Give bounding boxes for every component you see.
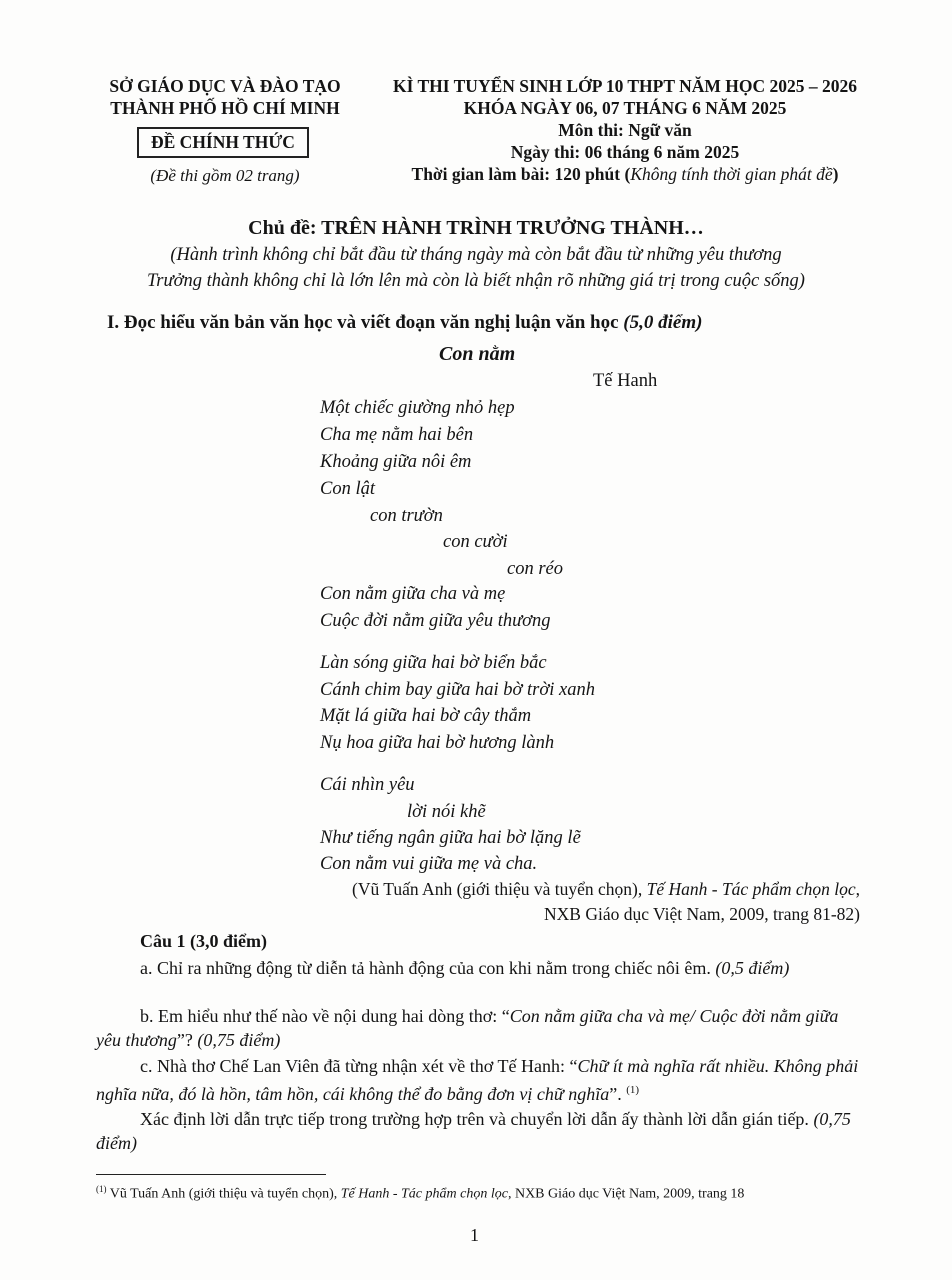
footnote-divider [96,1174,326,1175]
poem-line: Khoảng giữa nôi êm [320,452,472,472]
department-line-1: SỞ GIÁO DỤC VÀ ĐÀO TẠO [109,76,341,96]
poem-line: Con nằm vui giữa mẹ và cha. [320,854,538,874]
page-number: 1 [470,1225,479,1245]
poem-author: Tế Hanh [593,371,658,391]
poem-line: Con nằm giữa cha và mẹ [320,584,506,604]
exam-date: Ngày thi: 06 tháng 6 năm 2025 [510,142,740,162]
poem-line: lời nói khẽ [407,802,486,822]
poem-source-line-2: NXB Giáo dục Việt Nam, 2009, trang 81-82) [544,904,860,924]
official-exam-badge: ĐỀ CHÍNH THỨC [137,127,309,158]
exam-title: KÌ THI TUYỂN SINH LỚP 10 THPT NĂM HỌC 2025 – 2026 [393,76,857,96]
poem-line: Cánh chim bay giữa hai bờ trời xanh [320,680,595,700]
poem-title: Con nằm [439,343,516,365]
poem-line: Cái nhìn yêu [320,775,415,795]
poem-line: Cha mẹ nằm hai bên [320,425,474,445]
question-1c-task: Xác định lời dẫn trực tiếp trong trường hợp trên và chuyển lời dẫn ấy thành lời dẫn gián tiếp. (0,75 điểm) [96,1109,851,1153]
footnote-reference: (1) [626,1084,640,1096]
question-1b: b. Em hiểu như thế nào về nội dung hai dòng thơ: “Con nằm giữa cha và mẹ/ Cuộc đời nằm giữa yêu thương”? (0,75 điểm) [96,1006,839,1050]
poem-line: Làn sóng giữa hai bờ biển bắc [320,653,547,673]
question-heading: Câu 1 (3,0 điểm) [140,931,267,951]
exam-duration: Thời gian làm bài: 120 phút (Không tính thời gian phát đề) [411,164,839,184]
poem-source [352,877,860,927]
exam-session: KHÓA NGÀY 06, 07 THÁNG 6 NĂM 2025 [463,98,787,118]
footnote: $^{(1)}$ Vũ Tuấn Anh (giới thiệu và tuyển chọn), Tế Hanh - Tác phẩm chọn lọc, NXB Giáo dục Việt Nam, 2009, trang 18 [96,1184,745,1202]
poem-source-line-1: (Vũ Tuấn Anh (giới thiệu và tuyển chọn), Tế Hanh - Tác phẩm chọn lọc, [352,879,860,899]
theme-title: Chủ đề: TRÊN HÀNH TRÌNH TRƯỞNG THÀNH… [248,217,704,239]
poem-line: con trườn [370,506,443,526]
department-line-2: THÀNH PHỐ HỒ CHÍ MINH [110,98,340,118]
department-name [100,75,350,119]
theme-subtitle-line-1: (Hành trình không chỉ bắt đầu từ tháng ngày mà còn bắt đầu từ những yêu thương [170,245,782,265]
exam-info [375,75,875,185]
question-1a: a. Chỉ ra những động từ diễn tả hành động của con khi nằm trong chiếc nôi êm. (0,5 điểm) [140,958,790,978]
poem-line: Một chiếc giường nhỏ hẹp [320,398,515,418]
poem-line: Mặt lá giữa hai bờ cây thắm [320,706,532,726]
section-heading: I. Đọc hiểu văn bản văn học và viết đoạn văn nghị luận văn học (5,0 điểm) [107,312,703,333]
poem-line: Như tiếng ngân giữa hai bờ lặng lẽ [320,828,581,848]
theme-subtitle-line-2: Trưởng thành không chỉ là lớn lên mà còn là biết nhận rõ những giá trị trong cuộc sống) [147,271,805,291]
poem-line: Nụ hoa giữa hai bờ hương lành [320,733,555,753]
poem-line: Cuộc đời nằm giữa yêu thương [320,611,551,631]
exam-subject: Môn thi: Ngữ văn [558,120,692,140]
page-count-note: (Đề thi gồm 02 trang) [150,166,300,185]
poem-line: con réo [507,559,563,579]
poem-line: Con lật [320,479,375,499]
theme-block [0,214,952,294]
poem-line: con cười [443,532,508,552]
question-1c: c. Nhà thơ Chế Lan Viên đã từng nhận xét về thơ Tế Hanh: “Chữ ít mà nghĩa rất nhiều. Không phải nghĩa nữa, đó là hồn, tâm hồn, cái không thể đo bằng đơn vị chữ nghĩa”. $^{(1)}$ [96,1056,859,1104]
